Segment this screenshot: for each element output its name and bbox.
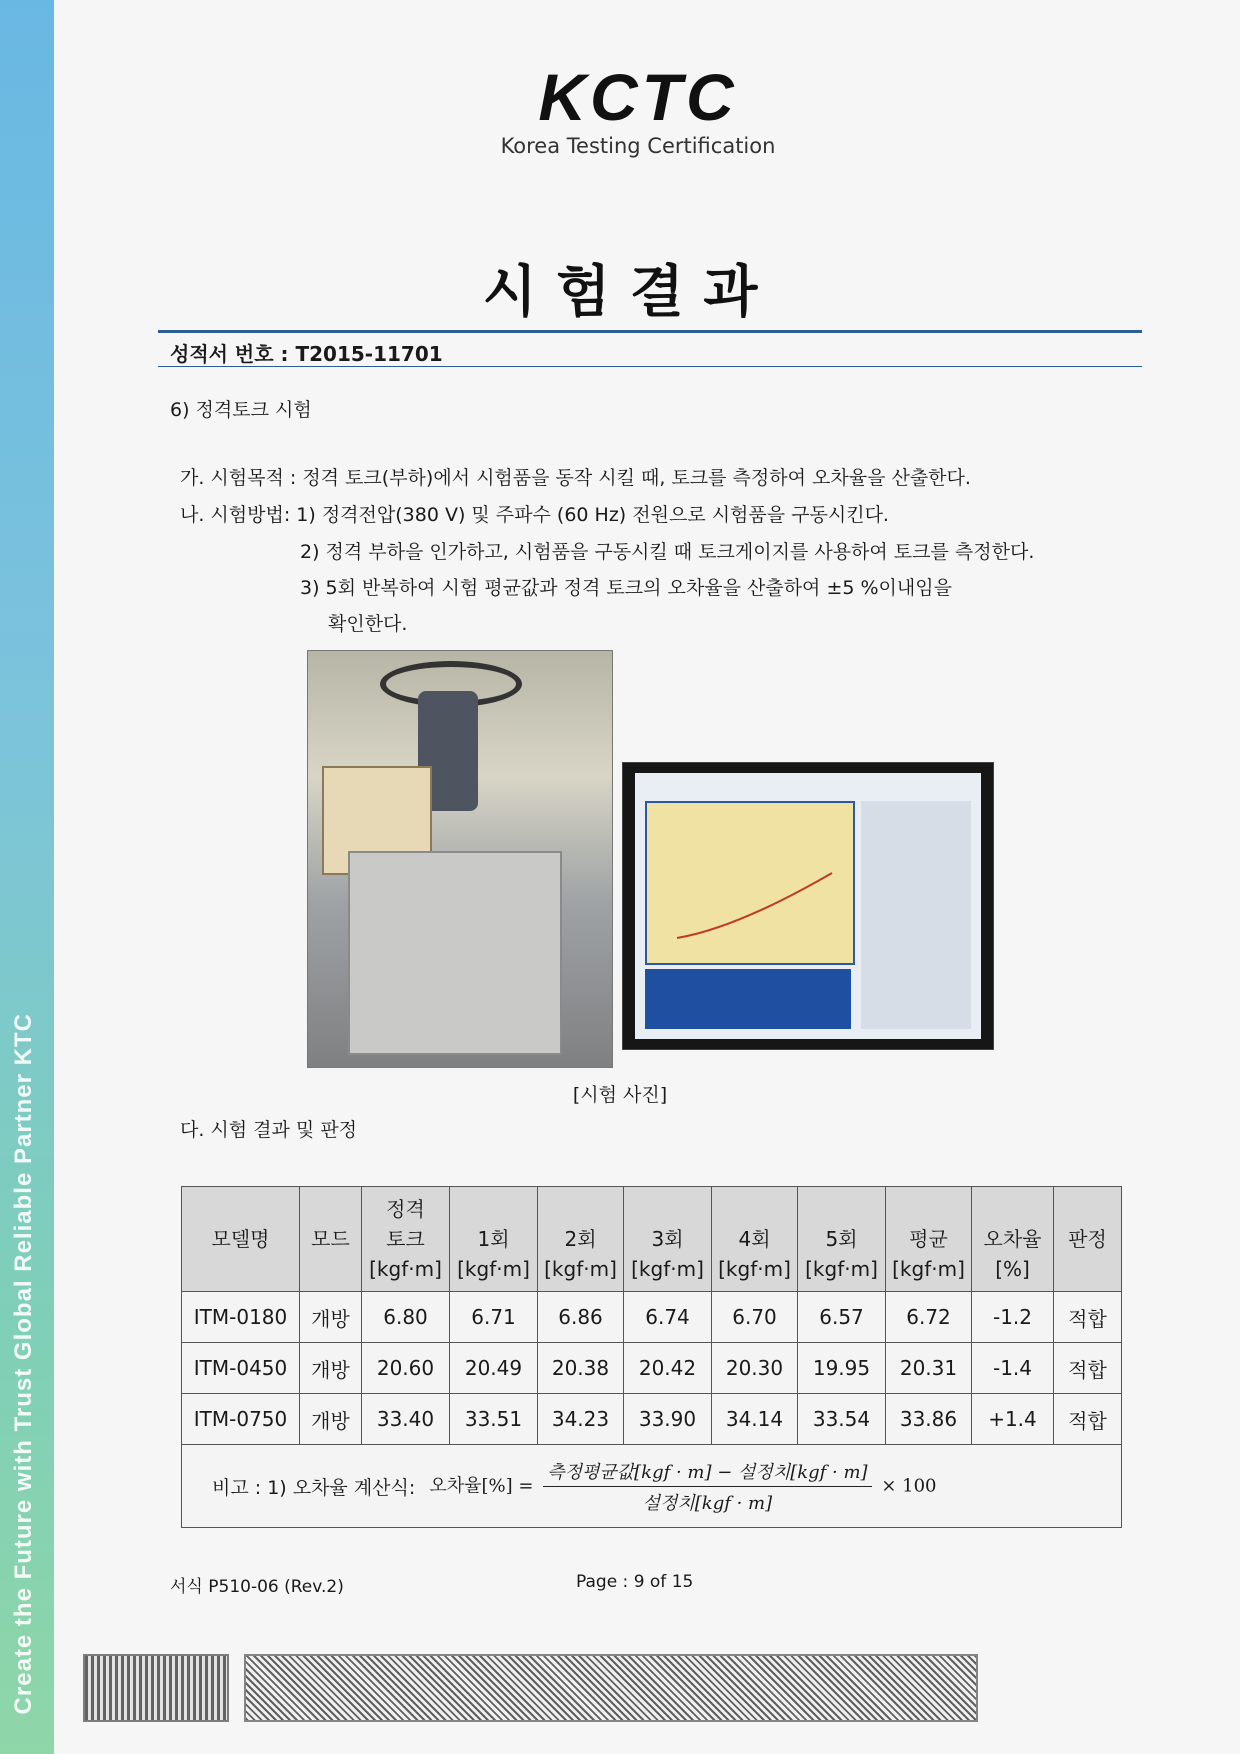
security-barcode <box>244 1654 978 1722</box>
header-run-1: 1회 [kgf·m] <box>450 1187 538 1292</box>
cell-judgment: 적합 <box>1054 1292 1122 1343</box>
table-row <box>182 1292 1122 1343</box>
qr-code <box>83 1654 229 1722</box>
torque-graph-shape <box>645 801 855 965</box>
header-mode: 모드 <box>300 1187 362 1292</box>
cell-run-2: 20.38 <box>538 1343 624 1394</box>
side-controls-shape <box>861 801 971 1029</box>
cell-model: ITM-0450 <box>182 1343 300 1394</box>
cell-average: 33.86 <box>886 1394 972 1445</box>
table-header-row <box>182 1187 1122 1292</box>
cell-rated: 33.40 <box>362 1394 450 1445</box>
header-model: 모델명 <box>182 1187 300 1292</box>
note-label: 비고 : 1) 오차율 계산식: <box>212 1476 416 1499</box>
table-row <box>182 1394 1122 1445</box>
cell-error: -1.2 <box>972 1292 1054 1343</box>
cell-run-4: 6.70 <box>712 1292 798 1343</box>
test-method-line-4: 확인한다. <box>328 613 408 635</box>
cell-run-4: 34.14 <box>712 1394 798 1445</box>
form-number: 서식 P510-06 (Rev.2) <box>170 1577 344 1597</box>
header-run-2: 2회 [kgf·m] <box>538 1187 624 1292</box>
formula-lhs: 오차율[%] = <box>429 1475 534 1496</box>
test-purpose: 가. 시험목적 : 정격 토크(부하)에서 시험품을 동작 시킬 때, 토크를 측정하여 오차율을 산출한다. <box>180 467 971 489</box>
cell-run-1: 33.51 <box>450 1394 538 1445</box>
formula-multiplier: × 100 <box>881 1475 937 1496</box>
header-rule-top <box>158 330 1142 333</box>
cell-run-3: 33.90 <box>624 1394 712 1445</box>
header-run-5: 5회 [kgf·m] <box>798 1187 886 1292</box>
cell-rated: 20.60 <box>362 1343 450 1394</box>
cell-mode: 개방 <box>300 1343 362 1394</box>
ktc-logo-subtitle: Korea Testing Certification <box>500 134 776 158</box>
test-method-line-2: 2) 정격 부하을 인가하고, 시험품을 구동시킬 때 토크게이지를 사용하여 토크를 측정한다. <box>300 541 1035 563</box>
cell-model: ITM-0750 <box>182 1394 300 1445</box>
readout-bar-shape <box>645 969 851 1029</box>
cell-average: 6.72 <box>886 1292 972 1343</box>
test-method-line-1: 나. 시험방법: 1) 정격전압(380 V) 및 주파수 (60 Hz) 전원으로 시험품을 구동시킨다. <box>180 504 889 526</box>
formula-fraction <box>543 1458 871 1515</box>
error-formula <box>429 1458 936 1515</box>
cell-average: 20.31 <box>886 1343 972 1394</box>
cell-judgment: 적합 <box>1054 1343 1122 1394</box>
section-heading: 6) 정격토크 시험 <box>170 399 312 421</box>
page-title: 시 험 결 과 <box>482 260 758 325</box>
cell-mode: 개방 <box>300 1394 362 1445</box>
cell-run-1: 20.49 <box>450 1343 538 1394</box>
cell-run-1: 6.71 <box>450 1292 538 1343</box>
cell-run-3: 20.42 <box>624 1343 712 1394</box>
certificate-number: 성적서 번호 : T2015-11701 <box>170 342 443 366</box>
cell-judgment: 적합 <box>1054 1394 1122 1445</box>
formula-numerator: 측정평균값[kgf · m] − 설정치[kgf · m] <box>543 1458 871 1487</box>
photo-caption: [시험 사진] <box>572 1084 668 1106</box>
cell-rated: 6.80 <box>362 1292 450 1343</box>
table-row <box>182 1343 1122 1394</box>
header-average: 평균 [kgf·m] <box>886 1187 972 1292</box>
monitor-screen <box>635 773 981 1039</box>
ktc-logo-mark: KCTC <box>538 60 738 134</box>
cell-run-2: 6.86 <box>538 1292 624 1343</box>
cell-run-4: 20.30 <box>712 1343 798 1394</box>
header-error-rate: 오차율 [%] <box>972 1187 1054 1292</box>
cell-run-3: 6.74 <box>624 1292 712 1343</box>
cell-model: ITM-0180 <box>182 1292 300 1343</box>
formula-denominator: 설정치[kgf · m] <box>642 1492 773 1514</box>
header-run-4: 4회 [kgf·m] <box>712 1187 798 1292</box>
cell-error: -1.4 <box>972 1343 1054 1394</box>
header-judgment: 판정 <box>1054 1187 1122 1292</box>
header-run-3: 3회 [kgf·m] <box>624 1187 712 1292</box>
cell-error: +1.4 <box>972 1394 1054 1445</box>
page-number: Page : 9 of 15 <box>576 1572 694 1592</box>
header-rule-bottom <box>158 366 1142 367</box>
results-heading: 다. 시험 결과 및 판정 <box>180 1119 358 1141</box>
cell-mode: 개방 <box>300 1292 362 1343</box>
note-cell <box>182 1445 1122 1528</box>
cell-run-2: 34.23 <box>538 1394 624 1445</box>
cell-run-5: 6.57 <box>798 1292 886 1343</box>
ktc-logo <box>488 62 788 158</box>
side-band-text: Create the Future with Trust Global Reliable Partner KTC <box>10 1012 37 1714</box>
results-table <box>181 1186 1122 1528</box>
table-note-row <box>182 1445 1122 1528</box>
test-method-line-3: 3) 5회 반복하여 시험 평균값과 정격 토크의 오차율을 산출하여 ±5 %이내임을 <box>300 577 952 599</box>
cell-run-5: 19.95 <box>798 1343 886 1394</box>
cabinet-shape <box>348 851 562 1055</box>
torque-curve <box>647 803 853 963</box>
cell-run-5: 33.54 <box>798 1394 886 1445</box>
test-equipment-photo <box>307 650 613 1068</box>
monitor-photo <box>622 762 994 1050</box>
header-rated-torque: 정격 토크 [kgf·m] <box>362 1187 450 1292</box>
